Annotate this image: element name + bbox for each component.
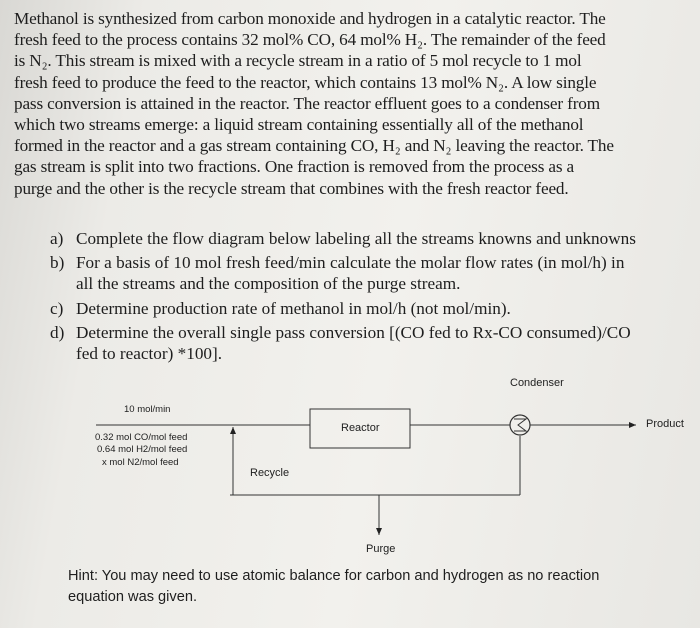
- problem-line: is N₂. This stream is mixed with a recycle stream in a ratio of 5 mol recycle to 1 mol: [14, 51, 582, 71]
- question-label: d): [50, 323, 65, 342]
- question-text: Determine production rate of methanol in mol/h (not mol/min).: [76, 299, 511, 318]
- reactor-label: Reactor: [341, 422, 380, 434]
- hint-text: [68, 566, 688, 608]
- feed-h2-label: 0.64 mol H2/mol feed: [97, 444, 188, 455]
- problem-line: gas stream is split into two fractions. One fraction is removed from the process as a: [14, 157, 575, 177]
- purge-label: Purge: [366, 543, 396, 555]
- question-text: Determine the overall single pass conversion [(CO fed to Rx-CO consumed)/CO: [76, 323, 631, 342]
- hint-line: Hint: You may need to use atomic balance for carbon and hydrogen as no reaction: [68, 568, 600, 584]
- question-label: b): [50, 253, 65, 272]
- feed-n2-label: x mol N2/mol feed: [102, 457, 179, 468]
- problem-line: fresh feed to the process contains 32 mol% CO, 64 mol% H₂. The remainder of the feed: [14, 30, 606, 50]
- problem-line: purge and the other is the recycle stream that combines with the fresh reactor feed.: [14, 178, 569, 198]
- hint-line: equation was given.: [68, 589, 197, 605]
- question-text: Complete the flow diagram below labeling all the streams knowns and unknowns: [76, 229, 636, 248]
- problem-line: pass conversion is attained in the reactor. The reactor effluent goes to a condenser from: [14, 93, 600, 113]
- question-text: For a basis of 10 mol fresh feed/min calculate the molar flow rates (in mol/h) in: [76, 253, 625, 272]
- problem-line: which two streams emerge: a liquid stream containing essentially all of the methanol: [14, 115, 584, 135]
- question-label: a): [50, 229, 64, 248]
- question-text: fed to reactor) *100].: [76, 344, 223, 364]
- problem-line: Methanol is synthesized from carbon monoxide and hydrogen in a catalytic reactor. The: [14, 9, 606, 28]
- feed-rate-label: 10 mol/min: [124, 404, 171, 415]
- question-label: c): [50, 299, 64, 318]
- feed-co-label: 0.32 mol CO/mol feed: [95, 432, 188, 443]
- problem-line: fresh feed to produce the feed to the reactor, which contains 13 mol% N₂. A low single: [14, 72, 597, 92]
- problem-line: formed in the reactor and a gas stream containing CO, H₂ and N₂ leaving the reactor. The: [14, 136, 614, 156]
- question-text: all the streams and the composition of the purge stream.: [76, 274, 461, 294]
- product-label: Product: [646, 418, 684, 430]
- condenser-label: Condenser: [510, 377, 564, 389]
- condenser-icon: [510, 415, 530, 435]
- recycle-label: Recycle: [250, 467, 290, 479]
